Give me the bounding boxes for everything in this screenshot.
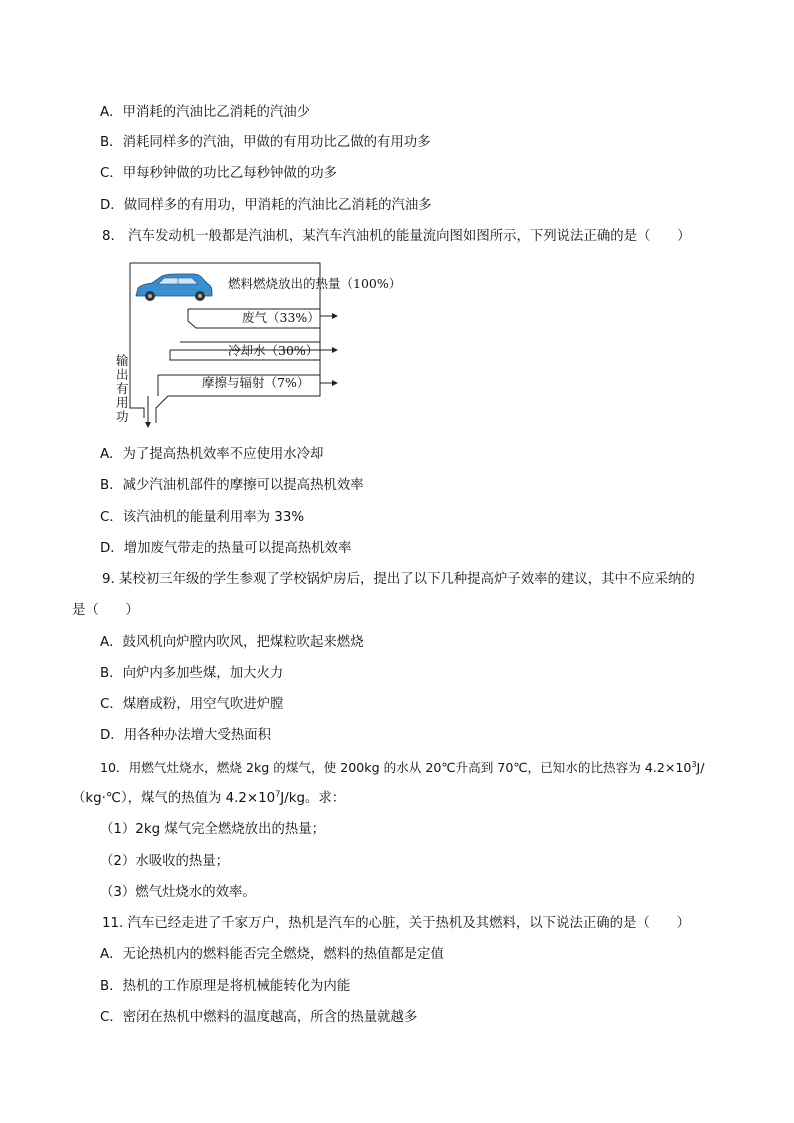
q10-exp-heat-value: 7 <box>275 789 281 799</box>
q10-stem-line2-text: （kg·℃），煤气的热值为 4.2×10 <box>72 791 276 806</box>
friction-radiation-label: 摩擦与辐射（7%） <box>202 375 310 390</box>
q10-subquestion-3: （3）燃气灶烧水的效率。 <box>100 885 256 900</box>
q7-option-c: C．甲每秒钟做的功比乙每秒钟做的功多 <box>100 166 337 181</box>
q11-option-c: C．密闭在热机中燃料的温度越高，所含的热量就越多 <box>100 1010 418 1025</box>
exhaust-label: 废气（33%） <box>242 310 320 325</box>
q10-exp-specific-heat: 3 <box>691 759 697 769</box>
q11-option-a: A．无论热机内的燃料能否完全燃烧，燃料的热值都是定值 <box>100 947 444 962</box>
q9-option-b: B．向炉内多加些煤，加大火力 <box>100 666 284 681</box>
q11-option-b: B．热机的工作原理是将机械能转化为内能 <box>100 979 351 994</box>
input-heat-label: 燃料燃烧放出的热量（100%） <box>228 276 402 291</box>
cooling-water-label: 冷却水（30%） <box>228 343 319 358</box>
q9-stem-line2: 是（ ） <box>72 603 139 618</box>
q10-stem-line2-unit: J/kg。求： <box>280 791 346 806</box>
q7-option-a: A．甲消耗的汽油比乙消耗的汽油少 <box>100 105 311 120</box>
useful-work-output-label: 输出有用功 <box>116 353 129 424</box>
q8-stem: 8. 汽车发动机一般都是汽油机，某汽车汽油机的能量流向图如图所示，下列说法正确的是（ ） <box>102 229 691 244</box>
q9-option-d: D．用各种办法增大受热面积 <box>100 728 271 743</box>
energy-flow-diagram <box>108 258 402 433</box>
q10-stem-line2 <box>72 790 345 808</box>
q8-option-a: A．为了提高热机效率不应使用水冷却 <box>100 447 324 462</box>
q9-stem-line1: 9. 某校初三年级的学生参观了学校锅炉房后，提出了以下几种提高炉子效率的建议，其中不应采纳的 <box>102 572 695 587</box>
car-icon <box>136 274 212 301</box>
q8-option-b: B．减少汽油机部件的摩擦可以提高热机效率 <box>100 478 364 493</box>
q7-option-d: D．做同样多的有用功，甲消耗的汽油比乙消耗的汽油多 <box>100 198 432 213</box>
q10-stem-line1-text: 10．用燃气灶烧水，燃烧 2kg 的煤气，使 200kg 的水从 20℃升高到 70℃，已知水的比热容为 4.2×10 <box>100 760 692 775</box>
q8-option-d: D．增加废气带走的热量可以提高热机效率 <box>100 541 352 556</box>
q7-option-b: B．消耗同样多的汽油，甲做的有用功比乙做的有用功多 <box>100 135 431 150</box>
q10-stem-line1-unit: J/ <box>696 760 705 775</box>
q11-stem: 11. 汽车已经走进了千家万户，热机是汽车的心脏，关于热机及其燃料，以下说法正确的是（ ） <box>102 916 690 931</box>
q10-subquestion-2: （2）水吸收的热量； <box>100 854 230 869</box>
q8-option-c: C．该汽油机的能量利用率为 33% <box>100 510 305 525</box>
q9-option-a: A．鼓风机向炉膛内吹风，把煤粒吹起来燃烧 <box>100 635 364 650</box>
q10-stem-line1 <box>100 759 705 777</box>
q10-subquestion-1: （1）2kg 煤气完全燃烧放出的热量； <box>100 822 326 837</box>
q9-option-c: C．煤磨成粉，用空气吹进炉膛 <box>100 697 284 712</box>
